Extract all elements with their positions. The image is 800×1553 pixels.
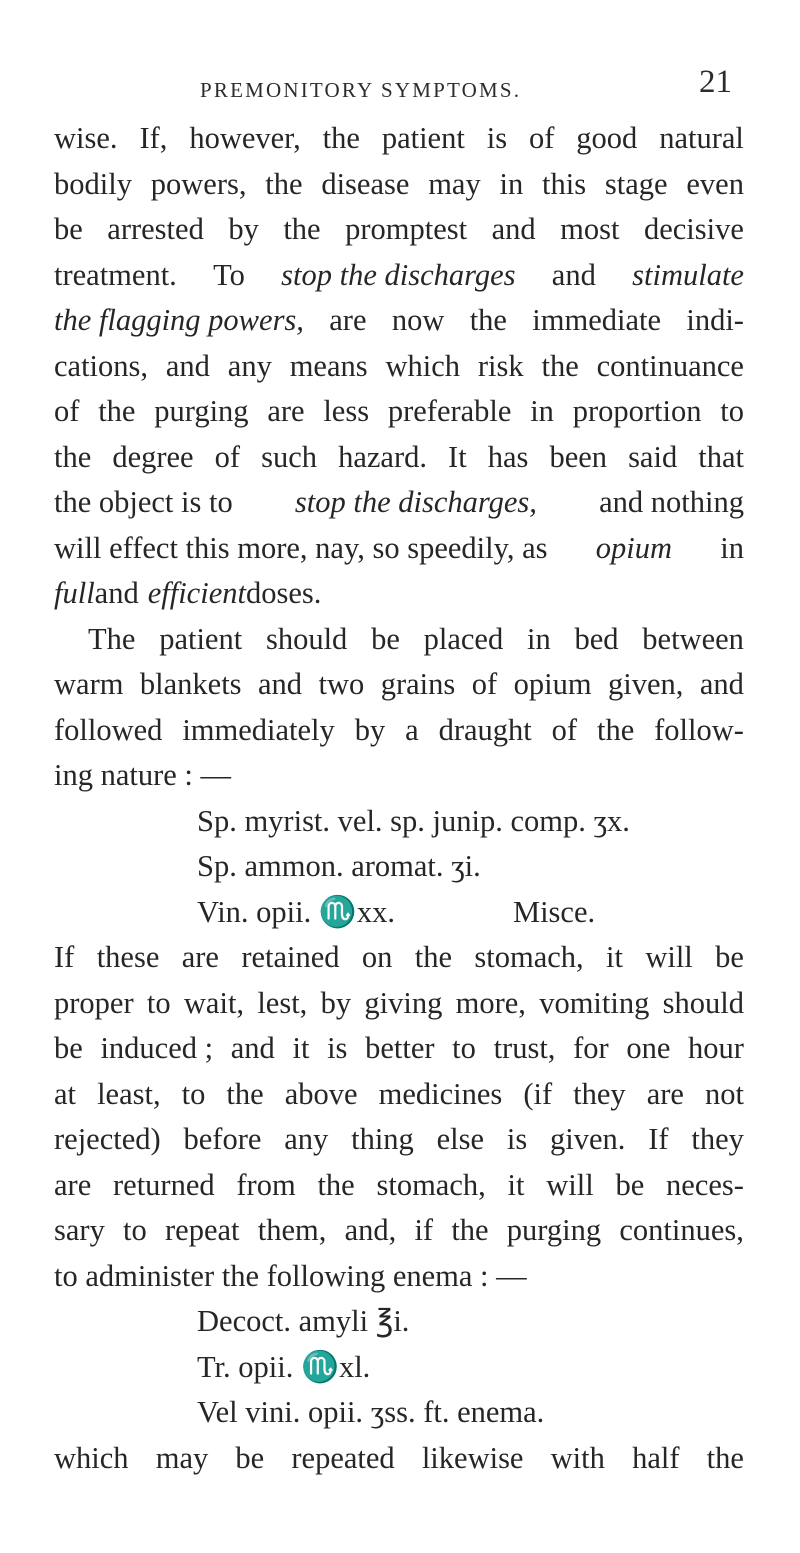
text-word: and	[699, 667, 744, 701]
text-word: it	[507, 1167, 525, 1202]
text-word: even	[686, 166, 744, 201]
text-word: in	[499, 166, 524, 201]
text-phrase: will effect this more, nay, so speedily, as	[54, 530, 548, 565]
text-word: to	[452, 1031, 476, 1065]
text-line	[54, 435, 744, 481]
text-line	[54, 981, 744, 1027]
text-line	[54, 935, 744, 981]
text-word: immediately	[182, 712, 335, 747]
text-word: purging	[506, 1213, 602, 1247]
text-word: and	[491, 212, 536, 246]
text-word: are	[329, 303, 367, 337]
text-word: may	[428, 166, 481, 201]
text-word: of	[214, 439, 241, 474]
text-word: repeat	[165, 1213, 240, 1247]
text-word: and	[165, 348, 210, 383]
text-word: of	[551, 712, 578, 747]
text-word: To	[213, 257, 245, 292]
text-word: been	[549, 439, 608, 474]
text-word: and	[230, 1031, 275, 1065]
text-word: promptest	[345, 212, 468, 246]
prescription-direction: Misce.	[512, 894, 596, 929]
text-word: least,	[97, 1076, 161, 1111]
text-word: and	[94, 576, 139, 610]
prescription-line: Decoct. amyli ℥i.	[197, 1304, 410, 1338]
text-word: stage	[604, 166, 668, 201]
text-word: in	[720, 530, 744, 565]
text-word: of	[54, 394, 80, 428]
text-word: that	[698, 439, 744, 474]
text-word: lest,	[257, 985, 308, 1020]
text-line	[54, 662, 744, 708]
text-word: be	[615, 1167, 645, 1202]
text-line	[54, 480, 744, 526]
text-word: better	[365, 1031, 435, 1065]
text-line	[54, 1254, 744, 1300]
body-text	[54, 116, 744, 1481]
text-word: thing	[351, 1122, 414, 1156]
text-word: trust,	[493, 1031, 556, 1065]
text-word: powers,	[150, 166, 247, 201]
text-word: two	[318, 667, 365, 701]
text-word: wise.	[54, 121, 118, 155]
text-word: bodily	[54, 166, 132, 201]
italic-phrase: stop the discharges	[281, 257, 516, 292]
text-word: before	[183, 1122, 262, 1156]
text-word: and	[258, 667, 303, 701]
text-word: on	[361, 940, 393, 974]
text-word: wait,	[183, 985, 245, 1020]
text-line	[54, 617, 744, 663]
text-word: vomiting	[539, 985, 650, 1020]
text-word: sary	[54, 1213, 105, 1247]
text-word: any	[284, 1122, 329, 1156]
text-word: preferable	[387, 394, 512, 428]
text-word: the	[322, 121, 360, 155]
text-word: rejected)	[54, 1122, 161, 1156]
prescription-line: Sp. myrist. vel. sp. junip. comp. ʒx.	[197, 803, 630, 838]
text-line	[54, 1436, 744, 1482]
text-word: grains	[380, 667, 456, 701]
text-word: above	[284, 1076, 358, 1111]
italic-phrase: stimulate	[632, 257, 744, 292]
text-word: the	[226, 1076, 264, 1111]
text-phrase: the object is to	[54, 485, 233, 519]
italic-phrase: opium	[595, 530, 673, 565]
text-word: treatment.	[54, 257, 177, 292]
text-word: stomach,	[376, 1167, 486, 1202]
text-word: If	[648, 1122, 669, 1156]
text-phrase: ing nature : —	[54, 758, 232, 792]
text-word: of	[471, 667, 498, 701]
text-word: draught	[438, 712, 532, 747]
text-word: and,	[344, 1213, 397, 1247]
text-word: in	[526, 621, 551, 656]
text-word: now	[391, 303, 445, 337]
text-word: stomach,	[474, 940, 584, 974]
text-line	[54, 571, 744, 617]
text-word: decisive	[643, 212, 744, 246]
text-word: such	[261, 439, 318, 474]
text-word: not	[705, 1076, 744, 1111]
text-word: are	[54, 1167, 92, 1202]
text-word: proportion	[572, 394, 702, 428]
text-line	[54, 1117, 744, 1163]
text-word: If	[54, 940, 75, 974]
prescription-line: Tr. opii. ♏xl.	[197, 1349, 371, 1384]
text-word: may	[155, 1440, 209, 1475]
text-word: doses.	[245, 576, 322, 610]
text-line	[54, 1026, 744, 1072]
text-line	[54, 207, 744, 253]
text-phrase: and nothing	[599, 485, 744, 519]
text-word: the	[317, 1167, 355, 1202]
text-word: be	[54, 212, 83, 246]
text-word: less	[323, 394, 370, 428]
text-word: given,	[608, 667, 684, 701]
text-word: should	[662, 985, 744, 1020]
text-line	[54, 526, 744, 572]
running-head: PREMONITORY SYMPTOMS.	[200, 78, 522, 102]
text-word: opium	[513, 667, 592, 701]
text-word: It	[448, 439, 467, 474]
text-word: are	[646, 1076, 684, 1111]
prescription-line	[54, 890, 744, 936]
text-word: has	[487, 439, 529, 474]
text-word: degree	[112, 439, 194, 474]
text-word: between	[642, 621, 744, 656]
text-word: induced ;	[100, 1031, 214, 1065]
text-word: the	[54, 439, 92, 474]
text-word: said	[628, 439, 678, 474]
text-word: should	[265, 621, 348, 656]
text-word: in	[530, 394, 554, 428]
text-word: they	[691, 1122, 744, 1156]
text-word: cations,	[54, 348, 149, 383]
prescription-item: Vin. opii. ♏xx.	[197, 894, 395, 929]
prescription-line: Sp. ammon. aromat. ʒi.	[197, 849, 481, 883]
text-word: continues,	[619, 1213, 744, 1247]
text-word: disease	[321, 166, 410, 201]
text-line	[54, 1163, 744, 1209]
text-word: one	[626, 1031, 671, 1065]
text-word: warm	[54, 667, 124, 701]
text-word: patient	[159, 621, 243, 656]
text-word: with	[550, 1440, 605, 1475]
text-word: natural	[659, 121, 744, 155]
text-word: will	[645, 940, 693, 974]
text-line	[54, 116, 744, 162]
text-word: retained	[241, 940, 340, 974]
text-line	[54, 162, 744, 208]
text-word: else	[436, 1122, 485, 1156]
text-word: the	[265, 166, 303, 201]
text-word: they	[573, 1076, 626, 1111]
text-line	[54, 1072, 744, 1118]
text-word: hour	[688, 1031, 744, 1065]
text-word: are	[267, 394, 305, 428]
text-word: patient	[381, 121, 465, 155]
text-word: will	[546, 1167, 594, 1202]
text-word: the	[469, 303, 507, 337]
text-word: arrested	[107, 212, 204, 246]
text-word: means	[289, 348, 368, 383]
text-word: hazard.	[338, 439, 427, 474]
text-word: The	[88, 621, 136, 656]
text-word: be	[54, 1031, 83, 1065]
text-word: the	[98, 394, 136, 428]
text-line	[54, 253, 744, 299]
text-word: any	[227, 348, 272, 383]
text-word: returned	[113, 1167, 215, 1202]
text-phrase: to administer the following enema : —	[54, 1258, 527, 1293]
text-word: of	[528, 121, 555, 155]
page-number: 21	[699, 64, 732, 100]
text-word: follow-	[654, 712, 744, 747]
text-word: to	[123, 1213, 147, 1247]
text-word: giving	[364, 985, 443, 1020]
text-word: followed	[54, 712, 163, 747]
text-word: if	[414, 1213, 434, 1247]
text-word: proper	[54, 985, 134, 1020]
italic-phrase: full	[54, 576, 95, 610]
text-word: repeated	[291, 1440, 395, 1475]
text-word: for	[573, 1031, 609, 1065]
text-word: is	[506, 1122, 528, 1156]
text-word: medicines	[378, 1076, 503, 1111]
text-word: continuance	[596, 348, 744, 383]
italic-phrase: efficient	[147, 576, 246, 610]
text-word: to	[181, 1076, 206, 1111]
prescription-line: Vel vini. opii. ʒss. ft. enema.	[197, 1395, 545, 1429]
text-line	[54, 1208, 744, 1254]
text-word: blankets	[139, 667, 242, 701]
text-word: be	[235, 1440, 265, 1475]
text-word: the	[451, 1213, 489, 1247]
text-word: to	[720, 394, 744, 428]
text-word: purging	[154, 394, 249, 428]
text-word: this	[542, 166, 587, 201]
text-word: given.	[550, 1122, 626, 1156]
text-word: indi-	[686, 303, 744, 337]
text-word: which	[54, 1440, 129, 1475]
text-word: it	[292, 1031, 310, 1065]
text-word: by	[320, 985, 352, 1020]
text-word: which	[385, 348, 461, 383]
text-word: placed	[423, 621, 504, 656]
text-word: likewise	[421, 1440, 524, 1475]
text-word: immediate	[532, 303, 662, 337]
text-word: are	[181, 940, 219, 974]
text-word: be	[715, 940, 744, 974]
text-word: these	[96, 940, 160, 974]
text-word: them,	[257, 1213, 327, 1247]
text-word: (if	[523, 1076, 553, 1111]
italic-phrase: stop the discharges,	[294, 485, 537, 519]
text-word: half	[632, 1440, 680, 1475]
text-line	[54, 298, 744, 344]
text-word: the	[541, 348, 579, 383]
text-word: to	[146, 985, 171, 1020]
text-line	[54, 708, 744, 754]
text-word: good	[576, 121, 638, 155]
text-word: bed	[574, 621, 619, 656]
text-word: from	[236, 1167, 296, 1202]
text-word: the	[414, 940, 453, 974]
text-word: the	[706, 1440, 744, 1475]
text-line	[54, 389, 744, 435]
text-line	[54, 344, 744, 390]
text-word: more,	[455, 985, 526, 1020]
text-word: risk	[477, 348, 524, 383]
text-word: by	[228, 212, 259, 246]
text-word: the	[283, 212, 321, 246]
text-word: most	[560, 212, 620, 246]
text-word: a	[405, 712, 419, 747]
text-word: is	[486, 121, 508, 155]
text-word: neces-	[666, 1167, 744, 1202]
italic-phrase: the flagging powers,	[54, 303, 304, 337]
text-word: If,	[139, 121, 168, 155]
text-line	[54, 753, 744, 799]
text-word: however,	[189, 121, 301, 155]
text-word: at	[54, 1076, 77, 1111]
text-word: and	[551, 257, 596, 292]
text-word: be	[371, 621, 400, 656]
text-word: by	[354, 712, 386, 747]
text-word: is	[327, 1031, 348, 1065]
text-word: it	[606, 940, 623, 974]
text-word: the	[596, 712, 635, 747]
